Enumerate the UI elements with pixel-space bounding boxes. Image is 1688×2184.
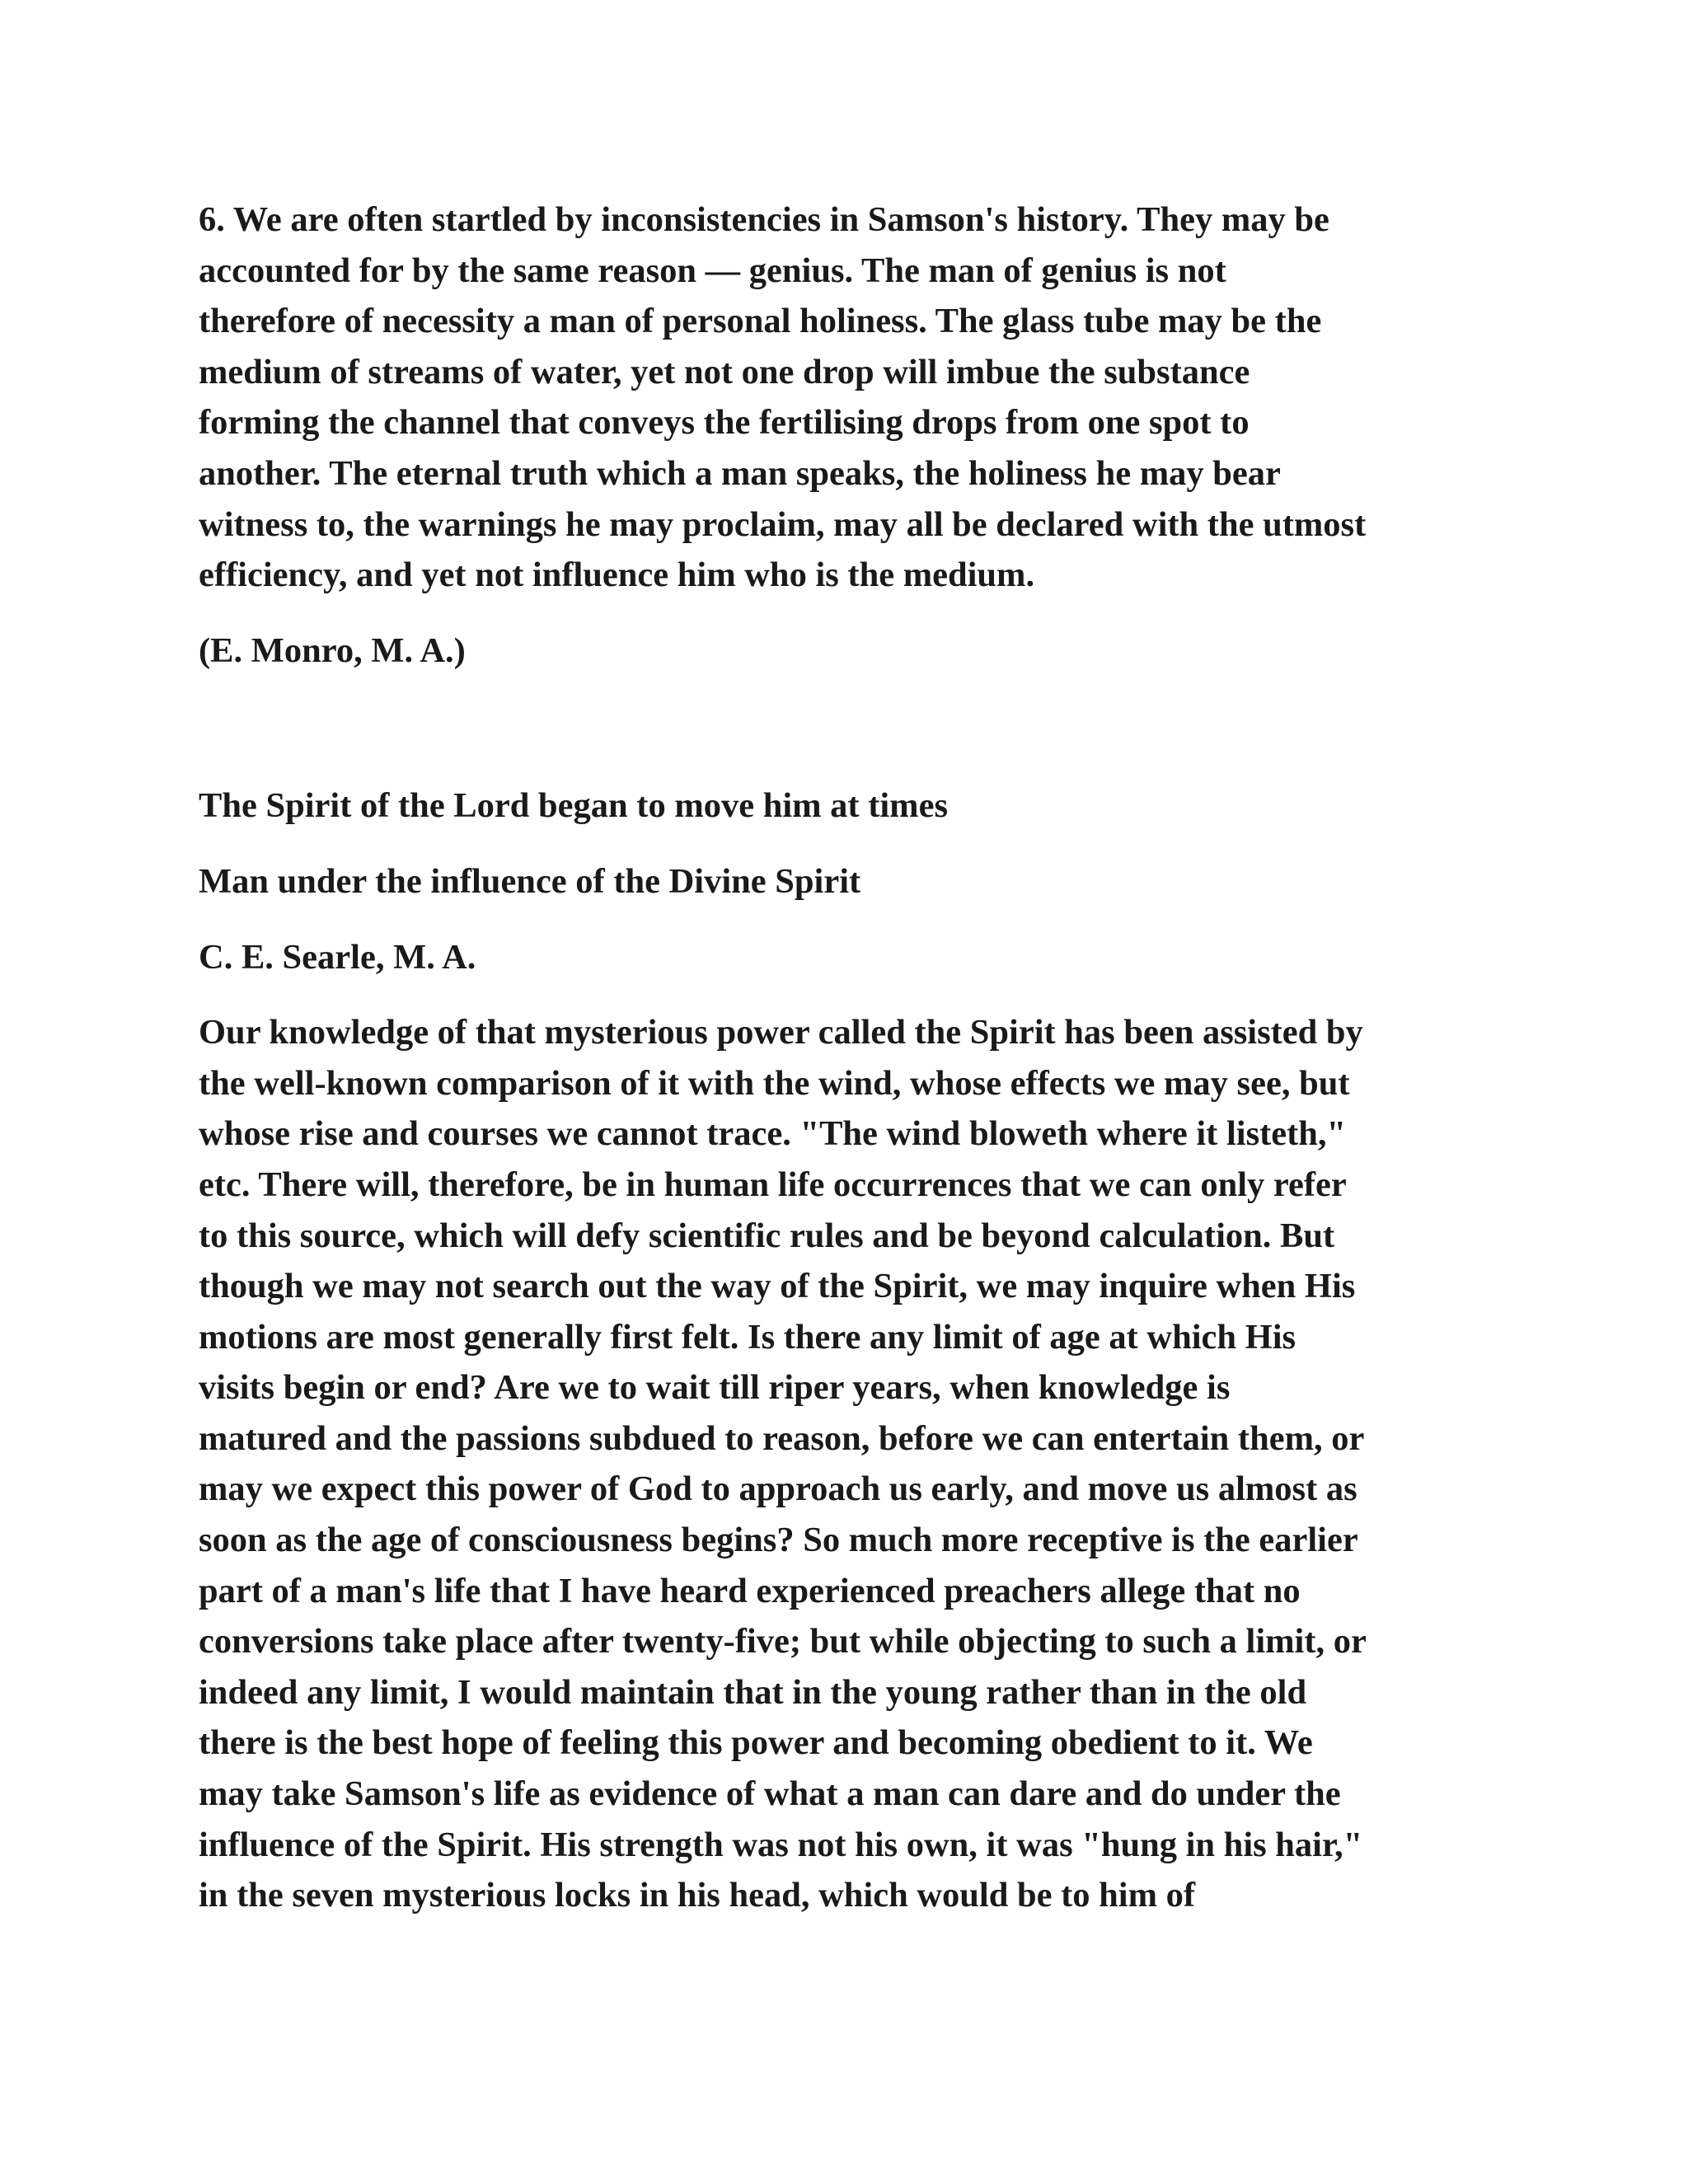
paragraph-line: indeed any limit, I would maintain that in the young rather than in the old	[199, 1672, 1307, 1712]
section-author: C. E. Searle, M. A.	[199, 937, 476, 977]
paragraph-genius	[199, 194, 1493, 601]
paragraph-line: Our knowledge of that mysterious power called the Spirit has been assisted by	[199, 1013, 1363, 1052]
paragraph-line: conversions take place after twenty-five; but while objecting to such a limit, or	[199, 1622, 1367, 1661]
paragraph-line: may take Samson's life as evidence of what a man can dare and do under the	[199, 1774, 1341, 1814]
paragraph-line: etc. There will, therefore, be in human life occurrences that we can only refer	[199, 1165, 1347, 1204]
paragraph-line: matured and the passions subdued to reason, before we can entertain them, or	[199, 1418, 1365, 1458]
page-content	[199, 194, 1493, 1921]
paragraph-line: therefore of necessity a man of personal holiness. The glass tube may be the	[199, 302, 1322, 341]
paragraph-line: whose rise and courses we cannot trace. "The wind bloweth where it listeth,"	[199, 1114, 1347, 1154]
paragraph-line: another. The eternal truth which a man speaks, the holiness he may bear	[199, 453, 1281, 493]
paragraph-line: soon as the age of consciousness begins? So much more receptive is the earlier	[199, 1521, 1358, 1560]
paragraph-line: may we expect this power of God to approach us early, and move us almost as	[199, 1469, 1357, 1509]
paragraph-line: to this source, which will defy scientific rules and be beyond calculation. But	[199, 1216, 1335, 1255]
paragraph-line: medium of streams of water, yet not one drop will imbue the substance	[199, 352, 1250, 391]
paragraph-line: though we may not search out the way of the Spirit, we may inquire when His	[199, 1267, 1356, 1306]
attribution-monro: (E. Monro, M. A.)	[199, 630, 466, 670]
paragraph-line: motions are most generally first felt. Is there any limit of age at which His	[199, 1317, 1296, 1357]
paragraph-line: part of a man's life that I have heard experienced preachers allege that no	[199, 1571, 1301, 1610]
paragraph-spirit	[199, 1007, 1493, 1921]
paragraph-line: 6. We are often startled by inconsistencies in Samson's history. They may be	[199, 200, 1329, 239]
paragraph-line: in the seven mysterious locks in his head, which would be to him of	[199, 1876, 1196, 1915]
paragraph-line: forming the channel that conveys the fertilising drops from one spot to	[199, 403, 1250, 443]
paragraph-line: accounted for by the same reason — genius. The man of genius is not	[199, 251, 1226, 290]
paragraph-line: visits begin or end? Are we to wait till riper years, when knowledge is	[199, 1368, 1231, 1408]
section-heading: The Spirit of the Lord began to move him at times	[199, 786, 948, 826]
section-subheading: Man under the influence of the Divine Spirit	[199, 861, 861, 901]
paragraph-line: the well-known comparison of it with the wind, whose effects we may see, but	[199, 1063, 1350, 1103]
paragraph-line: there is the best hope of feeling this power and becoming obedient to it. We	[199, 1723, 1313, 1763]
paragraph-line: efficiency, and yet not influence him who is the medium.	[199, 555, 1035, 595]
paragraph-line: influence of the Spirit. His strength was not his own, it was "hung in his hair,"	[199, 1825, 1363, 1864]
paragraph-line: witness to, the warnings he may proclaim, may all be declared with the utmost	[199, 504, 1367, 544]
